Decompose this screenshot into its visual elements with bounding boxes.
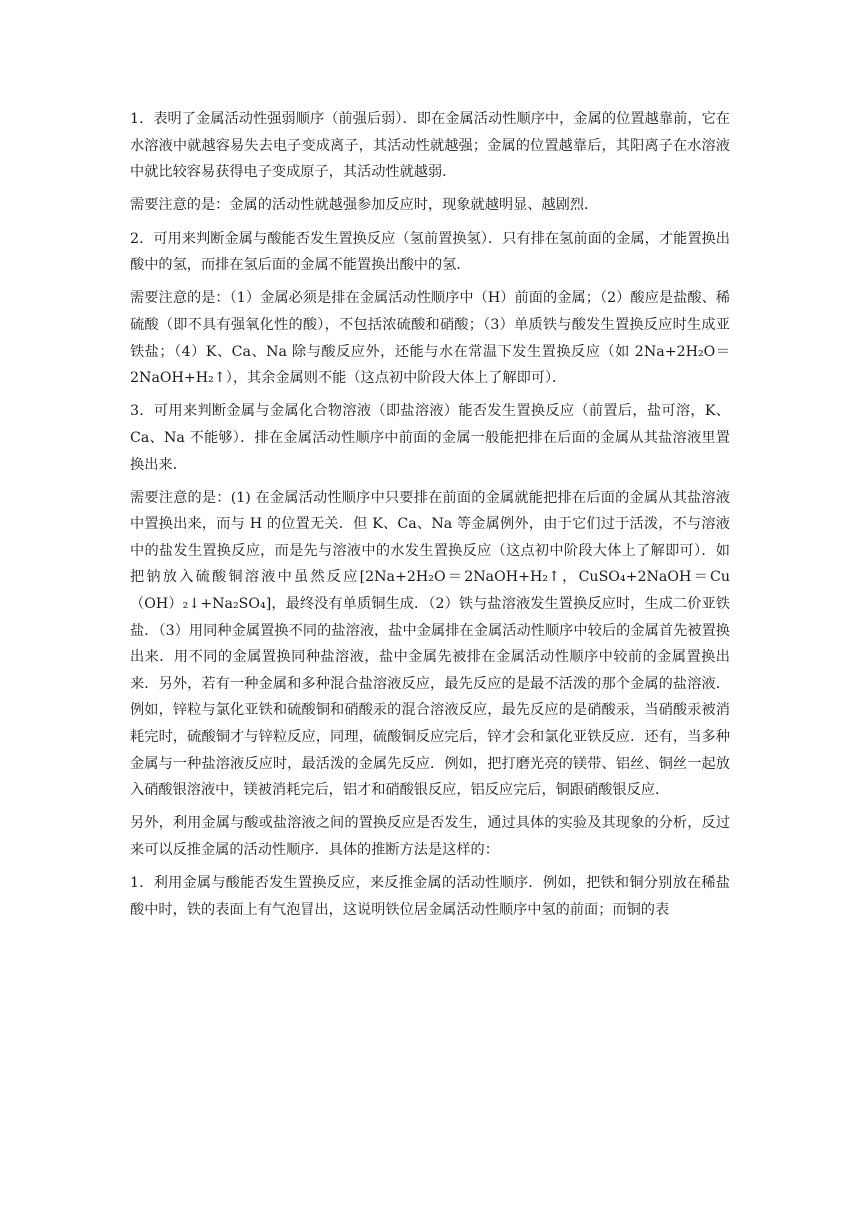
paragraph-4: 需要注意的是：（1）金属必须是排在金属活动性顺序中（H）前面的金属；（2）酸应是盐酸、稀硫酸（即不具有强氧化性的酸），不包括浓硫酸和硝酸；（3）单质铁与酸发生置换反应时生成亚铁盐；（4）K、Ca、Na 除与酸反应外，还能与水在常温下发生置换反应（如 2Na+2H₂O＝2NaOH+H₂↑），其余金属则不能（这点初中阶段大体上了解即可）． bbox=[130, 290, 730, 387]
paragraph-7: 另外，利用金属与酸或盐溶液之间的置换反应是否发生，通过具体的实验及其现象的分析，反过来可以反推金属的活动性顺序．具体的推断方法是这样的： bbox=[130, 815, 730, 858]
paragraph-5: 3．可用来判断金属与金属化合物溶液（即盐溶液）能否发生置换反应（前置后，盐可溶，K、Ca、Na 不能够）．排在金属活动性顺序中前面的金属一般能把排在后面的金属从其盐溶液里置换出来． bbox=[130, 403, 730, 473]
paragraph-1: 1．表明了金属活动性强弱顺序（前强后弱）．即在金属活动性顺序中，金属的位置越靠前，它在水溶液中就越容易失去电子变成离子，其活动性就越强；金属的位置越靠后，其阳离子在水溶液中就比较容易获得电子变成原子，其活动性就越弱． bbox=[130, 111, 730, 181]
paragraph-8: 1．利用金属与酸能否发生置换反应，来反推金属的活动性顺序．例如，把铁和铜分别放在稀盐酸中时，铁的表面上有气泡冒出，这说明铁位居金属活动性顺序中氢的前面；而铜的表 bbox=[130, 875, 730, 918]
document-page bbox=[130, 106, 730, 930]
paragraph-3: 2．可用来判断金属与酸能否发生置换反应（氢前置换氢）．只有排在氢前面的金属，才能置换出酸中的氢，而排在氢后面的金属不能置换出酸中的氢． bbox=[130, 230, 730, 274]
paragraph-6: 需要注意的是：(1) 在金属活动性顺序中只要排在前面的金属就能把排在后面的金属从其盐溶液中置换出来，而与 H 的位置无关．但 K、Ca、Na 等金属例外，由于它们过于活泼，不与溶液中的盐发生置换反应，而是先与溶液中的水发生置换反应（这点初中阶段大体上了解即可）．如把钠放入硫酸铜溶液中虽然反应[2Na+2H₂O＝2NaOH+H₂↑，CuSO₄+2NaOH＝Cu（OH）₂↓+Na₂SO₄]，最终没有单质铜生成．（2）铁与盐溶液发生置换反应时，生成二价亚铁盐．（3）用同种金属置换不同的盐溶液，盐中金属排在金属活动性顺序中较后的金属首先被置换出来．用不同的金属置换同种盐溶液，盐中金属先被排在金属活动性顺序中较前的金属置换出来．另外，若有一种金属和多种混合盐溶液反应，最先反应的是最不活泼的那个金属的盐溶液．例如，锌粒与氯化亚铁和硫酸铜和硝酸汞的混合溶液反应，最先反应的是硝酸汞，当硝酸汞被消耗完时，硫酸铜才与锌粒反应，同理，硫酸铜反应完后，锌才会和氯化亚铁反应．还有，当多种金属与一种盐溶液反应时，最活泼的金属先反应．例如，把打磨光亮的镁带、铝丝、铜丝一起放入硝酸银溶液中，镁被消耗完后，铝才和硝酸银反应，铝反应完后，铜跟硝酸银反应． bbox=[130, 489, 730, 799]
paragraph-2: 需要注意的是：金属的活动性就越强参加反应时，现象就越明显、越剧烈． bbox=[130, 197, 599, 214]
